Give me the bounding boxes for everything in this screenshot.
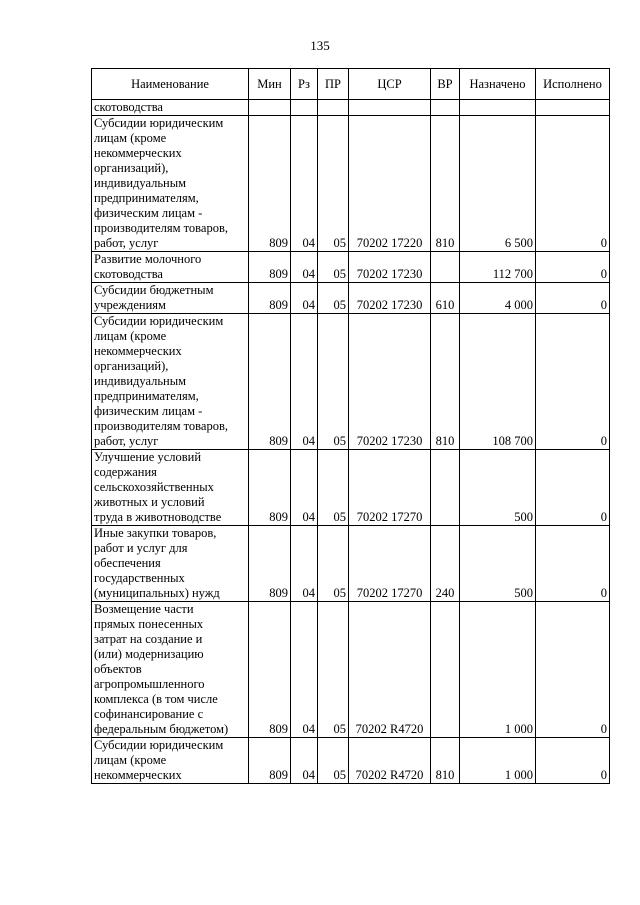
cell-executed: 0 (536, 738, 610, 784)
name-line: (муниципальных) нужд (94, 586, 220, 600)
cell-csr: 70202 R4720 (349, 738, 431, 784)
name-line: физическим лицам - (94, 404, 203, 418)
name-line: некоммерческих (94, 344, 182, 358)
name-line: учреждениям (94, 298, 166, 312)
name-line: затрат на создание и (94, 632, 203, 646)
cell-vr: 810 (431, 116, 460, 252)
cell-name (92, 100, 249, 116)
cell-assigned: 500 (460, 450, 536, 526)
name-line: прямых понесенных (94, 617, 204, 631)
table-row (92, 100, 610, 116)
cell-csr: 70202 17230 (349, 283, 431, 314)
header-vr: ВР (431, 69, 460, 100)
cell-rz (291, 100, 318, 116)
name-line: скотоводства (94, 100, 163, 114)
cell-rz: 04 (291, 526, 318, 602)
table-header-row (92, 69, 610, 100)
name-line: труда в животноводстве (94, 510, 222, 524)
cell-csr: 70202 17220 (349, 116, 431, 252)
cell-pr: 05 (318, 526, 349, 602)
name-line: производителям товаров, (94, 419, 228, 433)
header-assigned: Назначено (460, 69, 536, 100)
name-line: организаций), (94, 161, 169, 175)
name-line: софинансирование с (94, 707, 204, 721)
header-csr: ЦСР (349, 69, 431, 100)
name-line: Улучшение условий (94, 450, 202, 464)
cell-assigned: 112 700 (460, 252, 536, 283)
cell-name (92, 738, 249, 784)
name-line: агропромышленного (94, 677, 205, 691)
cell-name (92, 602, 249, 738)
cell-min (249, 100, 291, 116)
cell-assigned: 108 700 (460, 314, 536, 450)
name-line: работ, услуг (94, 434, 159, 448)
name-line: предпринимателям, (94, 389, 199, 403)
cell-assigned: 4 000 (460, 283, 536, 314)
cell-name (92, 116, 249, 252)
cell-min: 809 (249, 450, 291, 526)
cell-csr: 70202 17270 (349, 450, 431, 526)
cell-executed: 0 (536, 116, 610, 252)
name-line: объектов (94, 662, 142, 676)
table-row (92, 252, 610, 283)
name-line: скотоводства (94, 267, 163, 281)
cell-rz: 04 (291, 116, 318, 252)
cell-name (92, 314, 249, 450)
cell-assigned: 1 000 (460, 738, 536, 784)
cell-pr (318, 100, 349, 116)
name-line: лицам (кроме (94, 131, 167, 145)
cell-assigned: 6 500 (460, 116, 536, 252)
name-line: некоммерческих (94, 768, 182, 782)
table-row (92, 314, 610, 450)
cell-rz: 04 (291, 602, 318, 738)
cell-executed: 0 (536, 526, 610, 602)
cell-executed: 0 (536, 602, 610, 738)
name-line: физическим лицам - (94, 206, 203, 220)
cell-pr: 05 (318, 283, 349, 314)
header-pr: ПР (318, 69, 349, 100)
header-executed: Исполнено (536, 69, 610, 100)
table-row (92, 738, 610, 784)
name-line: работ, услуг (94, 236, 159, 250)
cell-rz: 04 (291, 450, 318, 526)
cell-vr: 810 (431, 738, 460, 784)
name-line: комплекса (в том числе (94, 692, 218, 706)
cell-csr: 70202 17230 (349, 252, 431, 283)
cell-min: 809 (249, 252, 291, 283)
table-row (92, 602, 610, 738)
cell-csr: 70202 R4720 (349, 602, 431, 738)
table-row (92, 526, 610, 602)
name-line: Субсидии юридическим (94, 738, 224, 752)
cell-rz: 04 (291, 314, 318, 450)
name-line: Субсидии юридическим (94, 314, 224, 328)
cell-vr (431, 602, 460, 738)
cell-rz: 04 (291, 283, 318, 314)
cell-pr: 05 (318, 314, 349, 450)
name-line: Субсидии бюджетным (94, 283, 214, 297)
header-name: Наименование (92, 69, 249, 100)
name-line: индивидуальным (94, 374, 187, 388)
cell-executed: 0 (536, 450, 610, 526)
name-line: содержания (94, 465, 157, 479)
cell-min: 809 (249, 314, 291, 450)
name-line: Иные закупки товаров, (94, 526, 217, 540)
cell-executed: 0 (536, 283, 610, 314)
name-line: (или) модернизацию (94, 647, 204, 661)
name-line: животных и условий (94, 495, 205, 509)
name-line: Возмещение части (94, 602, 194, 616)
name-line: государственных (94, 571, 185, 585)
name-line: лицам (кроме (94, 329, 167, 343)
cell-vr (431, 252, 460, 283)
name-line: сельскохозяйственных (94, 480, 214, 494)
cell-csr (349, 100, 431, 116)
table-row (92, 450, 610, 526)
name-line: обеспечения (94, 556, 161, 570)
cell-vr: 610 (431, 283, 460, 314)
cell-min: 809 (249, 602, 291, 738)
cell-name (92, 283, 249, 314)
name-line: Развитие молочного (94, 252, 202, 266)
cell-name (92, 450, 249, 526)
table-row (92, 116, 610, 252)
cell-vr (431, 100, 460, 116)
cell-name (92, 252, 249, 283)
cell-csr: 70202 17230 (349, 314, 431, 450)
cell-pr: 05 (318, 116, 349, 252)
name-line: индивидуальным (94, 176, 187, 190)
cell-name (92, 526, 249, 602)
header-min: Мин (249, 69, 291, 100)
cell-min: 809 (249, 116, 291, 252)
cell-pr: 05 (318, 252, 349, 283)
cell-vr: 240 (431, 526, 460, 602)
page-number: 135 (310, 38, 330, 53)
cell-executed: 0 (536, 252, 610, 283)
cell-assigned (460, 100, 536, 116)
cell-min: 809 (249, 526, 291, 602)
table-row (92, 283, 610, 314)
budget-table (91, 68, 610, 784)
name-line: Субсидии юридическим (94, 116, 224, 130)
cell-assigned: 500 (460, 526, 536, 602)
header-rz: Рз (291, 69, 318, 100)
name-line: организаций), (94, 359, 169, 373)
name-line: производителям товаров, (94, 221, 228, 235)
name-line: предпринимателям, (94, 191, 199, 205)
cell-executed: 0 (536, 314, 610, 450)
cell-vr (431, 450, 460, 526)
cell-executed (536, 100, 610, 116)
cell-rz: 04 (291, 738, 318, 784)
cell-vr: 810 (431, 314, 460, 450)
cell-csr: 70202 17270 (349, 526, 431, 602)
cell-assigned: 1 000 (460, 602, 536, 738)
name-line: федеральным бюджетом) (94, 722, 229, 736)
table-body (92, 100, 610, 784)
name-line: лицам (кроме (94, 753, 167, 767)
name-line: некоммерческих (94, 146, 182, 160)
cell-pr: 05 (318, 450, 349, 526)
cell-min: 809 (249, 283, 291, 314)
cell-min: 809 (249, 738, 291, 784)
cell-rz: 04 (291, 252, 318, 283)
cell-pr: 05 (318, 738, 349, 784)
cell-pr: 05 (318, 602, 349, 738)
name-line: работ и услуг для (94, 541, 188, 555)
